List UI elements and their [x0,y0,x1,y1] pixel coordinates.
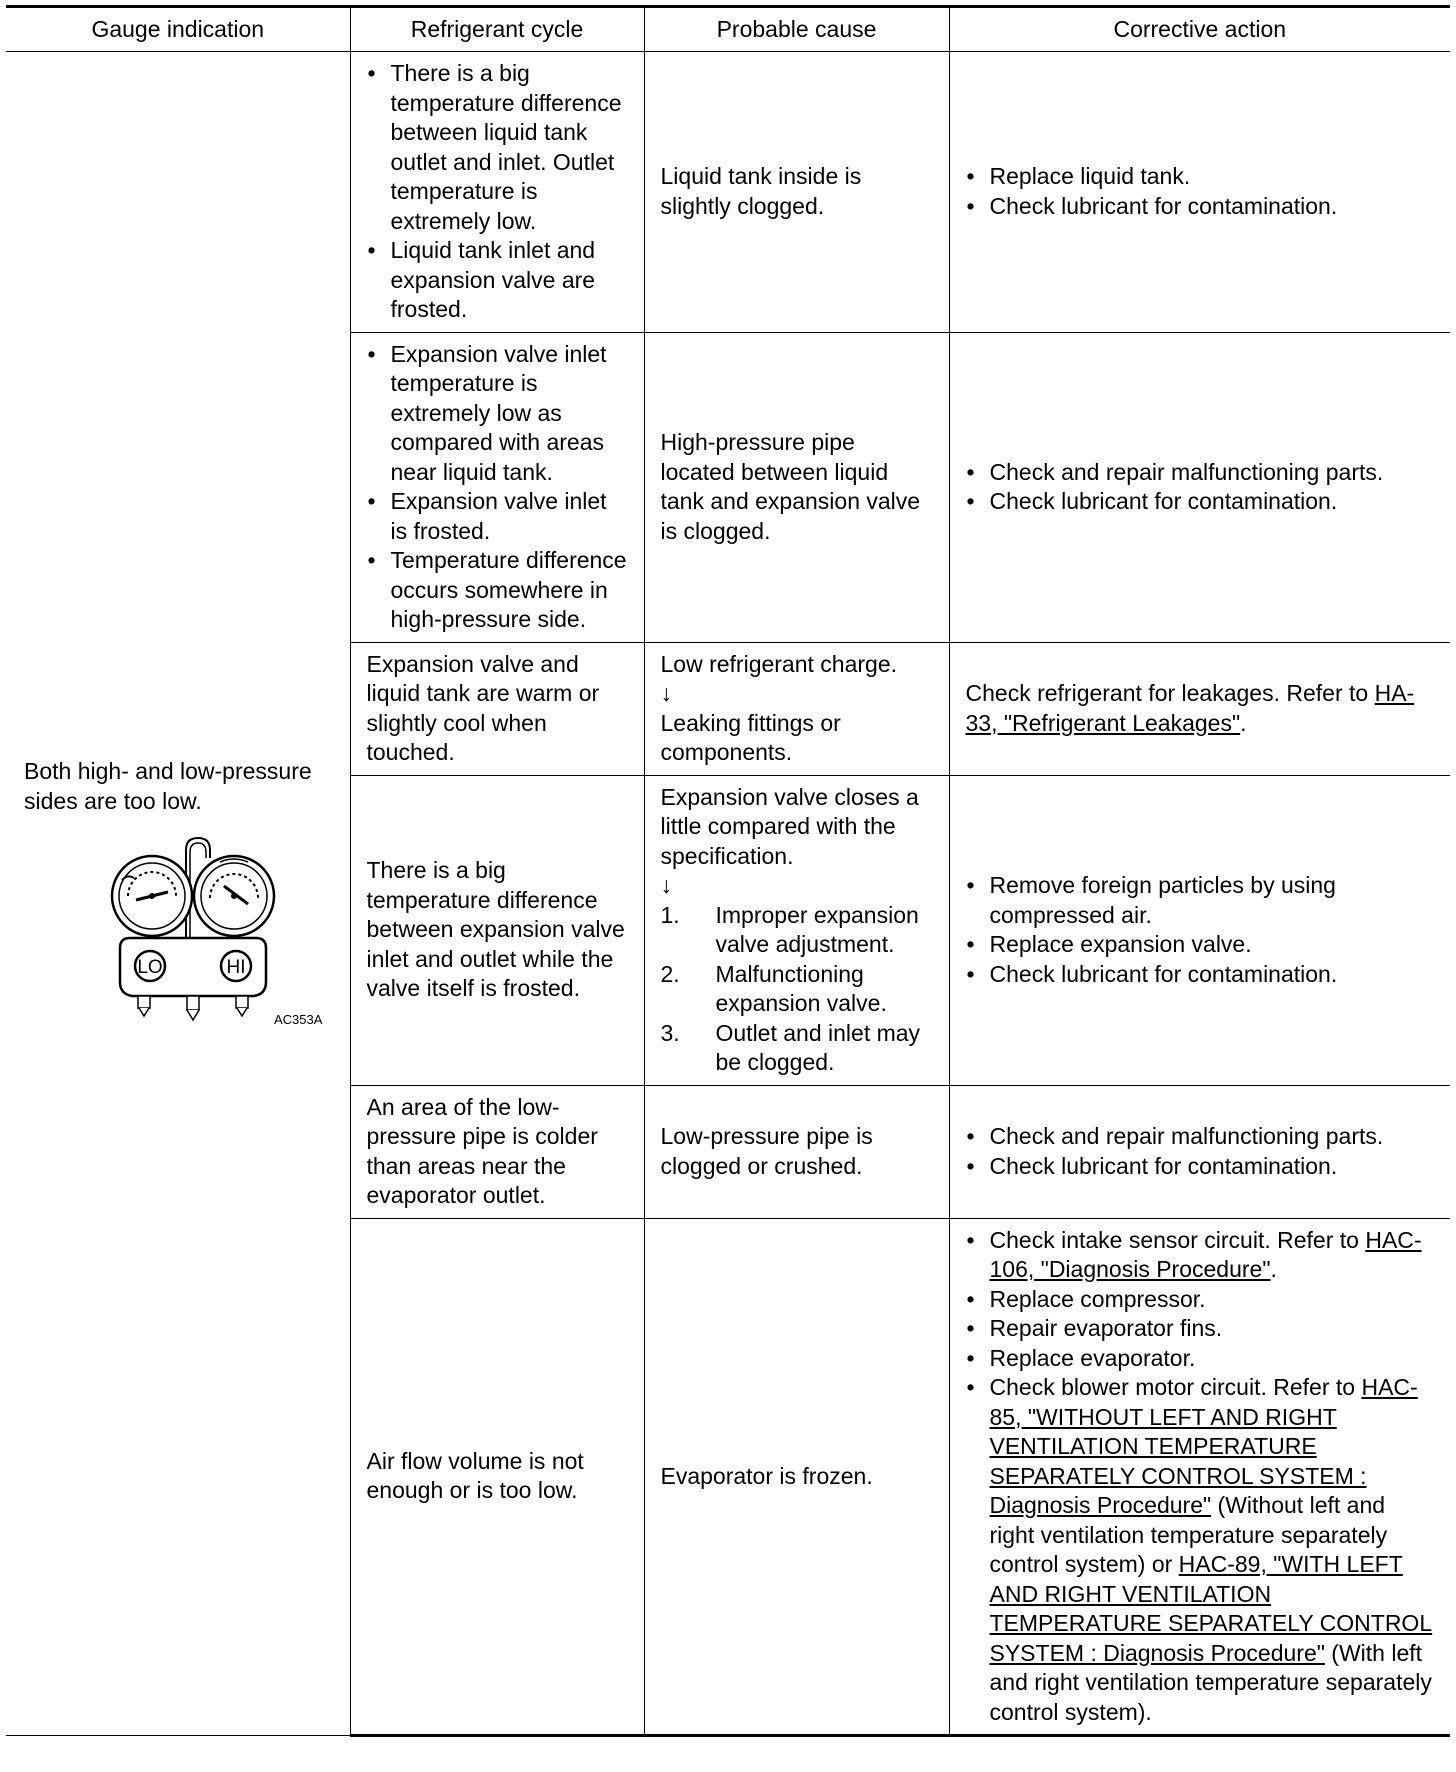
list-item [661,1019,935,1078]
corrective-action-cell [949,52,1450,333]
list-item: • Check lubricant for contamination. [966,192,1437,222]
corrective-action-cell [949,1085,1450,1218]
action-text: Check intake sensor circuit. Refer to [989,1226,1366,1253]
action-text-end: . [1240,709,1247,736]
probable-cause-cell: Evaporator is frozen. [644,1218,949,1736]
action-list [966,162,1437,221]
refrigerant-cycle-cell [350,332,644,642]
item-text: Improper expansion valve adjustment. [715,901,919,957]
list-item: • Check and repair malfunctioning parts. [966,1122,1437,1152]
hi-label: HI [226,957,246,978]
table-row [6,52,1450,333]
probable-cause-cell [644,775,949,1085]
list-item: • Check lubricant for contamination. [966,487,1437,517]
list-item [661,901,935,960]
gauge-indication-text: Both high- and low-pressure sides are too low. [24,758,312,814]
cycle-list [367,340,630,635]
header-refrigerant-cycle: Refrigerant cycle [350,7,644,52]
action-list [966,458,1437,517]
figure-code: AC353A [274,1012,323,1027]
list-item [966,1226,1437,1285]
action-text: (Without left and right ventilation temperature separately control system) or [989,1492,1388,1577]
list-item: • Temperature difference occurs somewhere in high-pressure side. [367,546,630,635]
cycle-list [367,59,630,325]
refrigerant-cycle-cell: There is a big temperature difference between expansion valve inlet and outlet while the valve itself is frosted. [350,775,644,1085]
down-arrow-icon: ↓ [660,680,672,706]
probable-cause-cell: Liquid tank inside is slightly clogged. [644,52,949,333]
list-item: • Liquid tank inlet and expansion valve are frosted. [367,236,630,325]
list-item: • Expansion valve inlet is frosted. [367,487,630,546]
item-number: 3. [660,1019,680,1046]
corrective-action-cell [949,642,1450,775]
diagnosis-table [6,5,1450,1737]
header-corrective-action: Corrective action [949,7,1450,52]
list-item: • Remove foreign particles by using compressed air. [966,871,1437,930]
action-text-end: . [1270,1256,1277,1282]
corrective-action-cell [949,332,1450,642]
refrigerant-cycle-cell: Expansion valve and liquid tank are warm or slightly cool when touched. [350,642,644,775]
item-number: 2. [660,960,680,987]
manifold-gauge-icon [108,836,278,1026]
corrective-action-cell [949,775,1450,1085]
cause-numbered-list [661,901,935,1078]
list-item: • Check lubricant for contamination. [966,1152,1437,1182]
header-probable-cause: Probable cause [644,7,949,52]
list-item: • Replace evaporator. [966,1344,1437,1374]
cause-line: Leaking fittings or components. [660,709,841,765]
corrective-action-cell [949,1218,1450,1736]
probable-cause-cell: Low-pressure pipe is clogged or crushed. [644,1085,949,1218]
item-text: Outlet and inlet may be clogged. [715,1019,921,1075]
reference-link[interactable]: HAC-85, "WITHOUT LEFT AND RIGHT VENTILATION TEMPERATURE SEPARATELY CONTROL SYSTEM : Diagnosis Procedure" [989,1374,1418,1518]
action-list [966,1122,1437,1181]
header-gauge-indication: Gauge indication [6,7,350,52]
gauge-indication [24,757,344,1026]
action-text: Check refrigerant for leakages. Refer to [965,680,1375,706]
list-item [966,1373,1437,1727]
probable-cause-cell: High-pressure pipe located between liquid tank and expansion valve is clogged. [644,332,949,642]
refrigerant-cycle-cell: Air flow volume is not enough or is too low. [350,1218,644,1736]
down-arrow-icon: ↓ [660,872,672,898]
refrigerant-cycle-cell: An area of the low-pressure pipe is colder than areas near the evaporator outlet. [350,1085,644,1218]
probable-cause-cell [644,642,949,775]
item-number: 1. [660,901,680,928]
list-item: • Replace expansion valve. [966,930,1437,960]
cause-line: Low refrigerant charge. [660,650,898,677]
action-list [966,871,1437,989]
list-item: • There is a big temperature difference between liquid tank outlet and inlet. Outlet temperature is extremely low. [367,59,630,236]
cause-intro: Expansion valve closes a little compared with the specification. [660,783,919,869]
list-item: • Check lubricant for contamination. [966,960,1437,990]
action-text-end: (With left and right ventilation temperature separately control system). [989,1639,1432,1725]
list-item: • Check and repair malfunctioning parts. [966,458,1437,488]
refrigerant-cycle-cell [350,52,644,333]
action-text: Check blower motor circuit. Refer to [989,1374,1362,1400]
header-row [6,7,1450,52]
item-text: Malfunctioning expansion valve. [715,960,887,1016]
gauge-indication-cell [6,52,350,1736]
list-item: • Repair evaporator fins. [966,1314,1437,1344]
list-item: • Expansion valve inlet temperature is extremely low as compared with areas near liquid tank. [367,340,630,488]
reference-link[interactable]: HAC-106, "Diagnosis Procedure" [989,1226,1422,1282]
reference-link[interactable]: HAC-89, "WITH LEFT AND RIGHT VENTILATION TEMPERATURE SEPARATELY CONTROL SYSTEM : Diagnosis Procedure" [989,1551,1433,1666]
list-item [661,960,935,1019]
lo-label: LO [137,957,163,978]
list-item: • Replace liquid tank. [966,162,1437,192]
reference-link[interactable]: HA-33, "Refrigerant Leakages" [965,680,1415,736]
list-item: • Replace compressor. [966,1285,1437,1315]
action-list [966,1226,1437,1728]
